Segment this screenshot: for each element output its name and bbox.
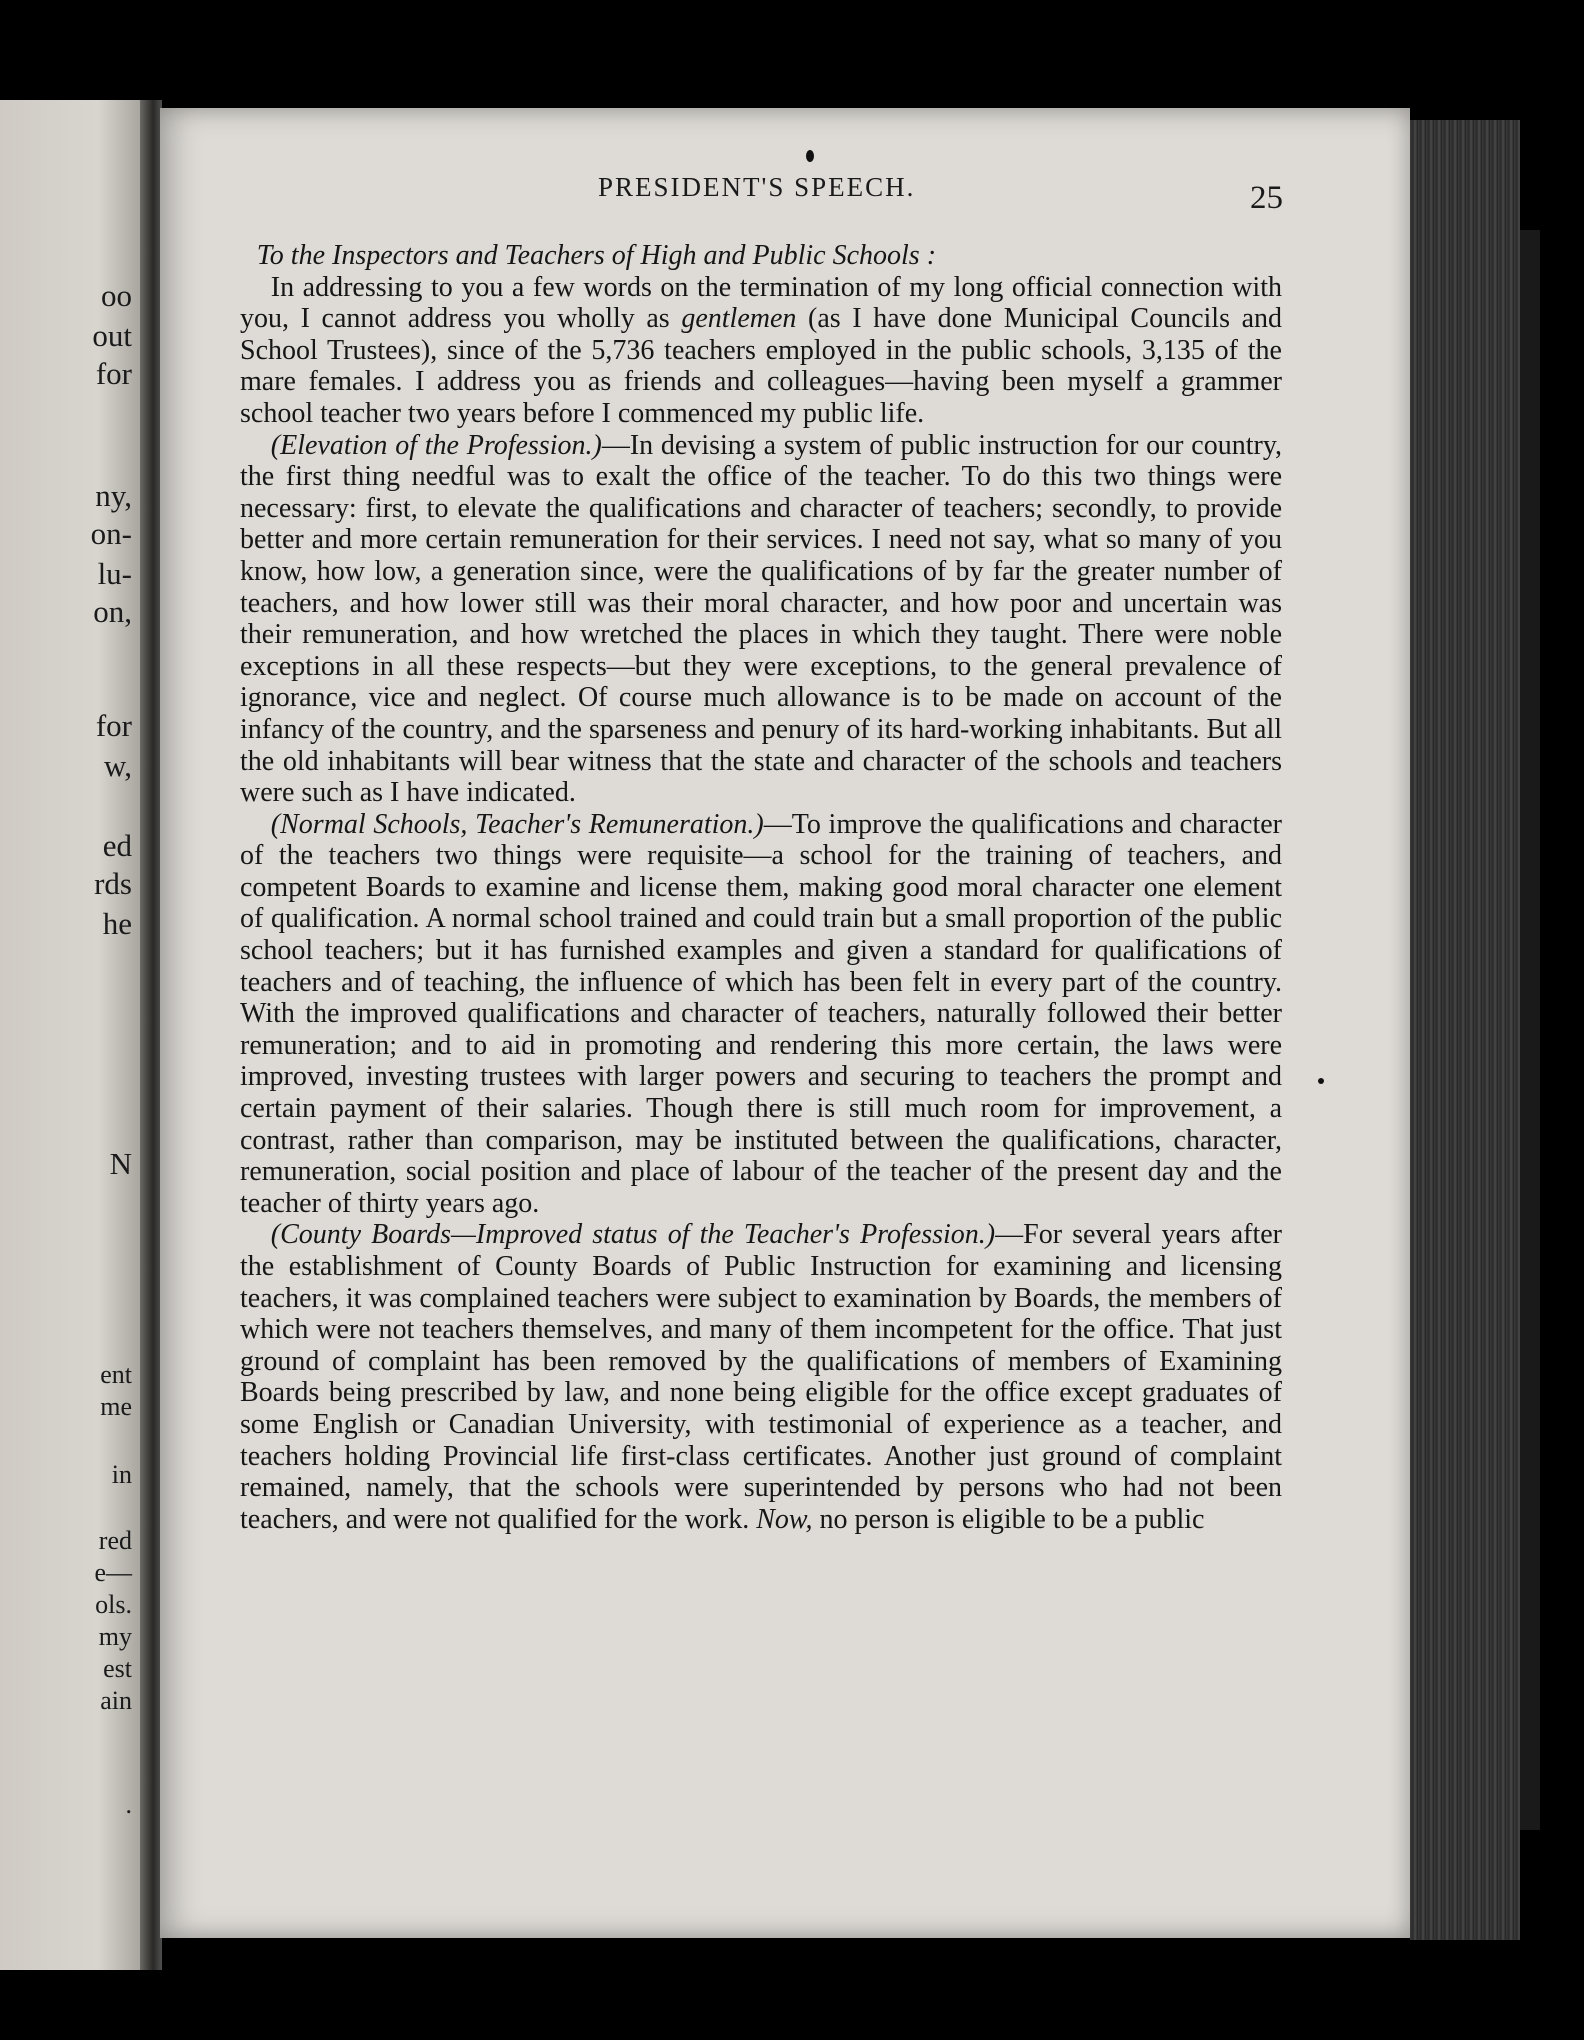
left-page-fragment: e— xyxy=(94,1558,132,1587)
left-page-fragment: ain xyxy=(100,1686,132,1715)
ink-speck xyxy=(1318,1078,1324,1084)
left-facing-page xyxy=(0,100,140,1970)
page-number: 25 xyxy=(1250,180,1283,216)
salutation: To the Inspectors and Teachers of High and Public Schools : xyxy=(256,240,937,271)
left-page-fragment: my xyxy=(98,1622,132,1651)
emphasis-text: Now, xyxy=(756,1503,813,1535)
paragraph-text: —To improve the qualifications and character of the teachers two things were requisite—a school for the training of teachers, and competent Boards to examine and license them, making good moral character one element of qualification. A normal school trained and could train but a small proportion of the public school teachers; but it has furnished examples and given a standard for qualifications of teachers and of teaching, the influence of which has been felt in every part of the country. With the improved qualifications and character of teachers, naturally followed their better remuneration; and to aid in promoting and rendering this more certain, the laws were improved, investing trustees with larger powers and securing to teachers the prompt and certain payment of their salaries. Though there is still much room for improvement, a contrast, rather than comparison, may be instituted between the qualifications, character, remuneration, social position and place of labour of the teacher of the present day and the teacher of thirty years ago. xyxy=(240,808,1283,1219)
left-page-fragment: on- xyxy=(90,516,132,551)
left-page-fragment: on, xyxy=(93,594,132,629)
left-page-fragment: for xyxy=(95,356,132,391)
left-page-fragment: me xyxy=(100,1392,132,1421)
left-page-fragment: in xyxy=(111,1460,132,1489)
left-page-fragment: ent xyxy=(100,1360,132,1389)
paragraph xyxy=(240,809,1282,1220)
left-page-fragment: est xyxy=(103,1654,132,1683)
running-head: PRESIDENT'S SPEECH. xyxy=(598,172,916,202)
page-text xyxy=(240,240,1282,1535)
left-page-fragment: out xyxy=(92,318,132,353)
section-heading: (Elevation of the Profession.) xyxy=(270,429,602,461)
left-page-fragment: ols. xyxy=(95,1590,132,1619)
emphasis-text: gentlemen xyxy=(681,303,797,335)
ink-speck xyxy=(806,150,814,162)
left-page-fragment: oo xyxy=(101,278,132,313)
left-page-fragment: rds xyxy=(94,866,132,901)
paragraph-text: In addressing to you a few words on the termination of my long official connection with you, I cannot address you wholly as xyxy=(240,271,1282,335)
paragraph xyxy=(240,1219,1282,1535)
left-page-fragment: w, xyxy=(103,748,132,783)
paragraph-text: —In devising a system of public instruction for our country, the first thing needful was to exalt the office of the teacher. To do this two things were necessary: first, to elevate the qualifications and character of teachers; secondly, to provide better and more certain remuneration for their services. I need not say, what so many of you know, how low, a generation since, were the qualifications of by far the greater number of teachers, and how lower still was their moral character, and how poor and uncertain was their remuneration, and how wretched the places in which they taught. There were noble exceptions in all these respects—but they were exceptions, to the general prevalence of ignorance, vice and neglect. Of course much allowance is to be made on account of the infancy of the country, and the sparseness and penury of its hard-working inhabitants. But all the old inhabitants will bear witness that the state and character of the schools and teachers were such as I have indicated. xyxy=(240,429,1282,809)
left-page-fragment: ed xyxy=(102,828,132,863)
paragraph-text: —For several years after the establishment of County Boards of Public Instruction for examining and licensing teachers, it was complained teachers were subject to examination by Boards, the members of which were not teachers themselves, and many of them incompetent for the office. That just ground of complaint has been removed by the qualifications of members of Examining Boards being prescribed by law, and none being eligible for the office except graduates of some English or Canadian University, with testimonial of experience as a teacher, and teachers holding Provincial life first-class certificates. Another just ground of complaint remained, namely, that the schools were superintended by persons who had not been teachers, and were not qualified for the work. xyxy=(240,1219,1283,1535)
section-heading: (County Boards—Improved status of the Teacher's Profession.) xyxy=(270,1219,996,1251)
left-page-fragment: . xyxy=(125,1790,132,1819)
left-page-fragment: for xyxy=(95,708,132,743)
left-page-fragment: N xyxy=(109,1146,132,1181)
paragraph-text: (as I have done Municipal Councils and School Trustees), since of the 5,736 teachers employed in the public schools, 3,135 of the mare females. I address you as friends and colleagues—having been myself a grammer school teacher two years before I commenced my public life. xyxy=(240,303,1283,429)
book-gutter xyxy=(140,100,162,1970)
book-cover-edge xyxy=(1520,230,1540,1830)
paragraph xyxy=(240,272,1282,430)
left-page-fragment: he xyxy=(102,906,132,941)
paragraph-text: no person is eligible to be a public xyxy=(819,1503,1205,1535)
paragraph xyxy=(240,430,1282,809)
section-heading: (Normal Schools, Teacher's Remuneration.) xyxy=(270,808,764,840)
left-page-fragment: lu- xyxy=(97,556,132,591)
left-page-fragment: red xyxy=(98,1526,132,1555)
left-page-fragment: ny, xyxy=(95,478,132,513)
page-edges xyxy=(1410,120,1520,1940)
